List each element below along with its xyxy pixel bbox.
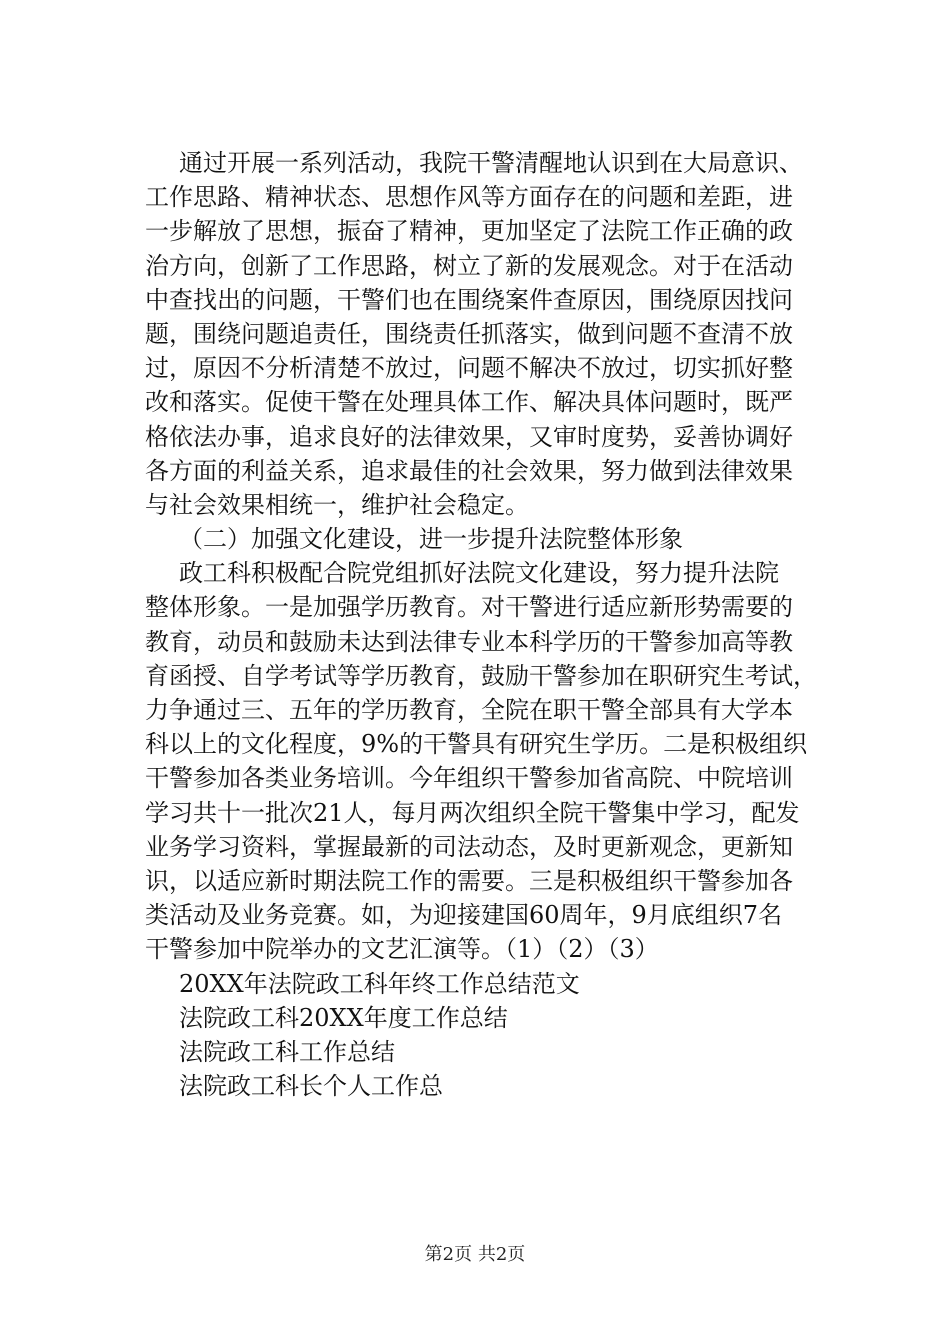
paragraph-line: 育函授、自学考试等学历教育，鼓励干警参加在职研究生考试， [145, 661, 817, 690]
paragraph-line: 题，围绕问题追责任，围绕责任抓落实，做到问题不查清不放 [145, 319, 793, 348]
related-title: 法院政工科20XX年度工作总结 [179, 1003, 508, 1032]
paragraph-line: 格依法办事，追求良好的法律效果，又审时度势，妥善协调好 [145, 422, 793, 451]
paragraph-line: 业务学习资料，掌握最新的司法动态，及时更新观念，更新知 [145, 832, 793, 861]
page-number-footer: 第2页 共2页 [424, 1244, 526, 1265]
paragraph-line: 各方面的利益关系，追求最佳的社会效果，努力做到法律效果 [145, 456, 793, 485]
paragraph-line: 过，原因不分析清楚不放过，问题不解决不放过，切实抓好整 [145, 354, 793, 383]
related-title: 20XX年法院政工科年终工作总结范文 [179, 969, 580, 998]
document-body [145, 146, 865, 1103]
paragraph-line: 改和落实。促使干警在处理具体工作、解决具体问题时，既严 [145, 388, 793, 417]
paragraph-line: 整体形象。一是加强学历教育。对干警进行适应新形势需要的 [145, 593, 793, 622]
paragraph-line: 工作思路、精神状态、思想作风等方面存在的问题和差距，进 [145, 183, 793, 212]
paragraph-line: 通过开展一系列活动，我院干警清醒地认识到在大局意识、 [179, 149, 803, 177]
paragraph-line: 干警参加各类业务培训。今年组织干警参加省高院、中院培训 [145, 764, 793, 793]
paragraph-line: 与社会效果相统一，维护社会稳定。 [145, 490, 529, 519]
paragraph-line: 政工科积极配合院党组抓好法院文化建设，努力提升法院 [179, 559, 779, 588]
paragraph-line: 治方向，创新了工作思路，树立了新的发展观念。对于在活动 [145, 251, 793, 280]
paragraph-line: 教育，动员和鼓励未达到法律专业本科学历的干警参加高等教 [145, 627, 793, 656]
paragraph-line: 科以上的文化程度，9%的干警具有研究生学历。二是积极组织 [145, 730, 808, 759]
section-heading: （二）加强文化建设，进一步提升法院整体形象 [179, 525, 683, 554]
related-title: 法院政工科长个人工作总 [179, 1072, 443, 1101]
related-title: 法院政工科工作总结 [179, 1037, 395, 1066]
paragraph-line: 学习共十一批次21人，每月两次组织全院干警集中学习，配发 [145, 798, 800, 827]
paragraph-line: 力争通过三、五年的学历教育，全院在职干警全部具有大学本 [145, 696, 793, 724]
paragraph-line: 类活动及业务竞赛。如，为迎接建国60周年，9月底组织7名 [145, 901, 783, 930]
paragraph-line: 识，以适应新时期法院工作的需要。三是积极组织干警参加各 [145, 866, 793, 895]
paragraph-line: 中查找出的问题，干警们也在围绕案件查原因，围绕原因找问 [145, 285, 793, 314]
paragraph-line: 干警参加中院举办的文艺汇演等。（1）（2）（3） [145, 935, 659, 964]
related-titles-list [145, 967, 865, 1104]
paragraph-line: 一步解放了思想，振奋了精神，更加坚定了法院工作正确的政 [145, 217, 793, 246]
